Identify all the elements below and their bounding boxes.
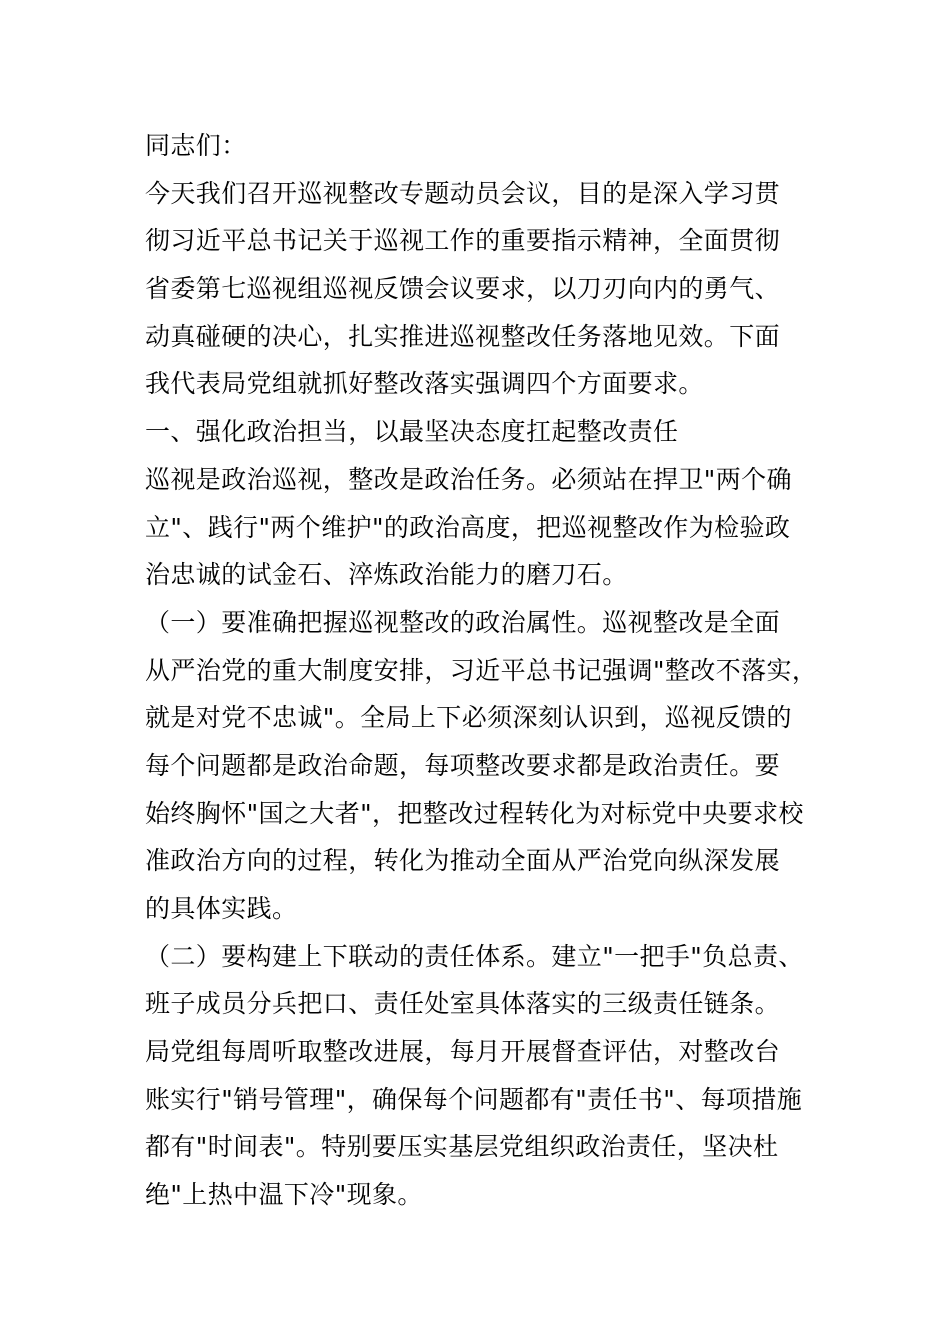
text-line: 每个问题都是政治命题，每项整改要求都是政治责任。要 <box>145 750 781 780</box>
text-line: 从严治党的重大制度安排，习近平总书记强调"整改不落实， <box>145 655 818 685</box>
text-line: 动真碰硬的决心，扎实推进巡视整改任务落地见效。下面 <box>145 321 781 351</box>
text-line: 立"、践行"两个维护"的政治高度，把巡视整改作为检验政 <box>145 512 791 542</box>
text-line: 班子成员分兵把口、责任处室具体落实的三级责任链条。 <box>145 989 781 1019</box>
text-line: 局党组每周听取整改进展，每月开展督查评估，对整改台 <box>145 1037 781 1067</box>
text-line: 准政治方向的过程，转化为推动全面从严治党向纵深发展 <box>145 846 781 876</box>
text-line: 省委第七巡视组巡视反馈会议要求，以刀刃向内的勇气、 <box>145 274 781 304</box>
text-line: 就是对党不忠诚"。全局上下必须深刻认识到，巡视反馈的 <box>145 703 792 733</box>
text-line: （一）要准确把握巡视整改的政治属性。巡视整改是全面 <box>145 607 781 637</box>
section-heading: 一、强化政治担当，以最坚决态度扛起整改责任 <box>145 417 679 447</box>
salutation: 同志们： <box>145 131 247 160</box>
text-line: 的具体实践。 <box>145 894 298 923</box>
text-line: 绝"上热中温下冷"现象。 <box>145 1180 423 1210</box>
text-line: 治忠诚的试金石、淬炼政治能力的磨刀石。 <box>145 560 628 590</box>
text-line: 巡视是政治巡视，整改是政治任务。必须站在捍卫"两个确 <box>145 464 792 494</box>
text-line: （二）要构建上下联动的责任体系。建立"一把手"负总责、 <box>145 941 804 971</box>
text-line: 始终胸怀"国之大者"，把整改过程转化为对标党中央要求校 <box>145 798 804 828</box>
text-line: 今天我们召开巡视整改专题动员会议，目的是深入学习贯 <box>145 178 781 208</box>
text-line: 都有"时间表"。特别要压实基层党组织政治责任，坚决杜 <box>145 1132 779 1162</box>
text-line: 我代表局党组就抓好整改落实强调四个方面要求。 <box>145 369 704 399</box>
text-line: 账实行"销号管理"，确保每个问题都有"责任书"、每项措施 <box>145 1084 803 1114</box>
document-body <box>145 122 845 1219</box>
text-line: 彻习近平总书记关于巡视工作的重要指示精神，全面贯彻 <box>145 226 781 256</box>
